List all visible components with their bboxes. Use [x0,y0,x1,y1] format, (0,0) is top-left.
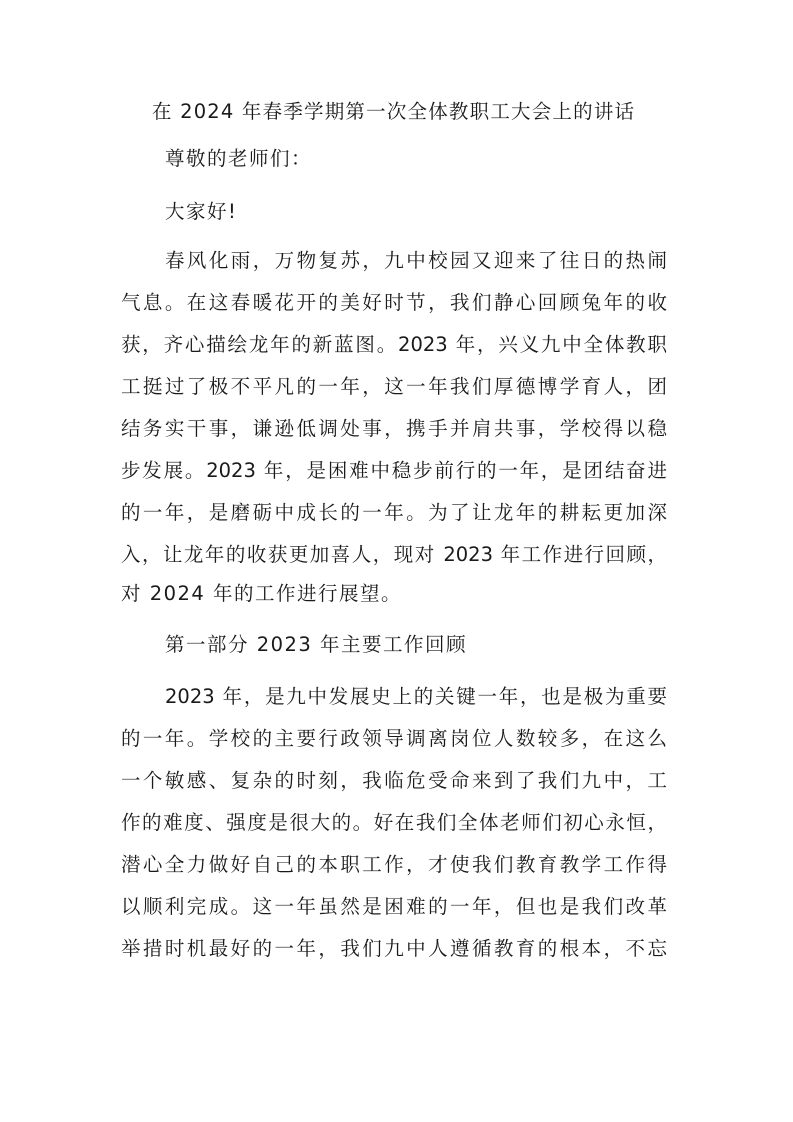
paragraph-2-line: 一个敏感、复杂的时刻，我临危受命来到了我们九中，工 [121,769,667,792]
greeting: 大家好! [165,200,238,223]
paragraph-1-line: 步发展。2023 年，是困难中稳步前行的一年，是团结奋进 [121,459,667,482]
salutation: 尊敬的老师们： [165,147,313,170]
paragraph-2-line: 2023 年，是九中发展史上的关键一年，也是极为重要 [165,685,667,708]
paragraph-2-line: 以顺利完成。这一年虽然是困难的一年，但也是我们改革 [121,895,667,918]
paragraph-1-line: 入，让龙年的收获更加喜人，现对 2023 年工作进行回顾， [121,543,667,566]
paragraph-1-line: 对 2024 年的工作进行展望。 [121,582,403,605]
paragraph-1-line: 结务实干事，谦逊低调处事，携手并肩共事，学校得以稳 [121,417,667,440]
section-heading: 第一部分 2023 年主要工作回顾 [165,633,468,656]
speech-title: 在 2024 年春季学期第一次全体教职工大会上的讲话 [152,100,636,123]
paragraph-1-line: 的一年，是磨砺中成长的一年。为了让龙年的耕耘更加深 [121,501,667,524]
paragraph-2-line: 的一年。学校的主要行政领导调离岗位人数较多，在这么 [121,727,667,750]
paragraph-2-line: 举措时机最好的一年，我们九中人遵循教育的根本，不忘 [121,937,667,960]
paragraph-1-line: 工挺过了极不平凡的一年，这一年我们厚德博学育人，团 [121,375,667,398]
paragraph-2-line: 作的难度、强度是很大的。好在我们全体老师们初心永恒， [121,811,667,834]
paragraph-1-line: 气息。在这春暖花开的美好时节，我们静心回顾兔年的收 [121,291,667,314]
paragraph-1-line: 春风化雨，万物复苏，九中校园又迎来了往日的热闹 [165,249,667,272]
paragraph-1-line: 获，齐心描绘龙年的新蓝图。2023 年，兴义九中全体教职 [121,333,667,356]
paragraph-2-line: 潜心全力做好自己的本职工作，才使我们教育教学工作得 [121,853,667,876]
